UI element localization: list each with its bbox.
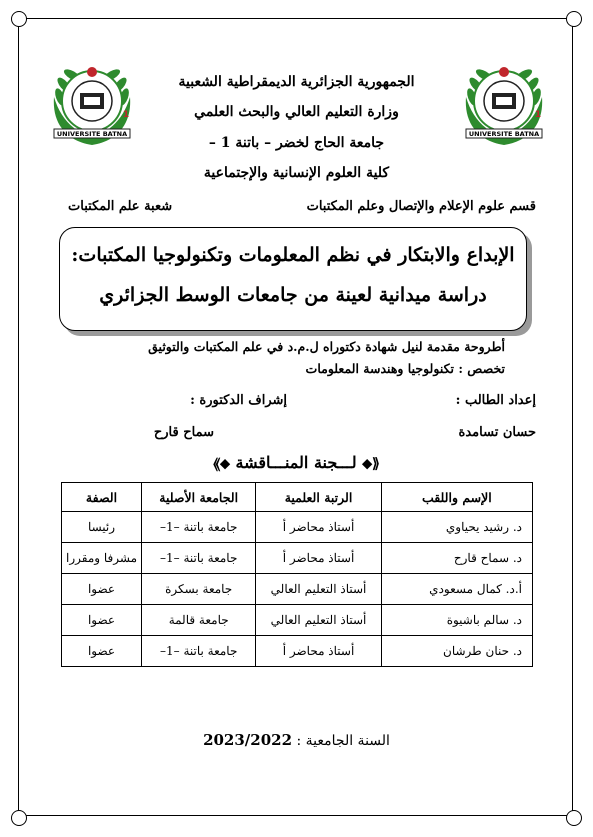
logo-text: UNIVERSITE BATNA [56,130,128,138]
col-header-role: الصفة [62,483,142,512]
thesis-title-line1: الإبداع والابتكار في نظم المعلومات وتكنولوجيا المكتبات: [71,244,515,266]
corner-ornament [11,11,27,27]
jury-table [61,482,533,667]
corner-ornament [566,810,582,826]
university-logo-right [458,57,550,149]
jury-name: د. رشيد يحياوي [381,512,532,543]
jury-role: مشرفا ومقررا [62,543,142,574]
jury-role: عضوا [62,605,142,636]
svg-text:UNIVERSITE BATNA: UNIVERSITE BATNA [468,130,540,138]
col-header-rank: الرتبة العلمية [256,483,381,512]
thesis-note: أطروحة مقدمة لنيل شهادة دكتوراه ل.م.د في علم المكتبات والتوثيق [148,339,505,354]
jury-name: د. حنان طرشان [381,636,532,667]
table-row [62,636,533,667]
jury-name: د. سماح قارح [381,543,532,574]
svg-text:1: 1 [122,110,130,120]
table-row [62,574,533,605]
jury-role: عضوا [62,574,142,605]
academic-year [0,731,593,749]
specialty: تخصص : تكنولوجيا وهندسة المعلومات [305,361,505,376]
jury-rank: أستاذ محاضر أ [256,543,381,574]
supervisor-label: إشراف الدكتورة : [190,393,287,408]
table-row [62,605,533,636]
thesis-title-box [59,227,527,331]
university-logo-left [46,57,138,149]
jury-name: د. سالم باشيوة [381,605,532,636]
committee-title-text: لـــجنة المنـــاقشة [235,453,357,472]
jury-university: جامعة باتنة –1– [142,512,256,543]
col-header-university: الجامعة الأصلية [142,483,256,512]
university-name: جامعة الحاج لخضر – باتنة 1 – [208,135,385,151]
academic-year-label: السنة الجامعية : [296,733,390,749]
supervisor-name: سماح قارح [153,425,214,440]
student-name: حسان تسامدة [458,425,536,440]
corner-ornament [566,11,582,27]
jury-name: أ.د. كمال مسعودي [381,574,532,605]
table-row [62,543,533,574]
jury-rank: أستاذ التعليم العالي [256,605,381,636]
ministry-name: وزارة التعليم العالي والبحث العلمي [194,104,399,120]
faculty-name: كلية العلوم الإنسانية والإجتماعية [203,165,390,181]
committee-title [0,453,593,472]
ornament-icon: ⬥⟫ [213,456,230,472]
table-row [62,512,533,543]
jury-rank: أستاذ التعليم العالي [256,574,381,605]
jury-rank: أستاذ محاضر أ [256,512,381,543]
republic-name: الجمهورية الجزائرية الديمقراطية الشعبية [178,74,415,90]
corner-ornament [11,810,27,826]
jury-role: عضوا [62,636,142,667]
jury-university: جامعة قالمة [142,605,256,636]
jury-university: جامعة باتنة –1– [142,636,256,667]
table-header-row [62,483,533,512]
thesis-title-line2: دراسة ميدانية لعينة من جامعات الوسط الجزائري [99,284,487,306]
department-name: قسم علوم الإعلام والإتصال وعلم المكتبات [306,199,536,214]
jury-university: جامعة باتنة –1– [142,543,256,574]
col-header-name: الإسم واللقب [381,483,532,512]
student-label: إعداد الطالب : [455,393,536,408]
jury-university: جامعة بسكرة [142,574,256,605]
branch-name: شعبة علم المكتبات [68,199,173,214]
jury-rank: أستاذ محاضر أ [256,636,381,667]
ornament-icon: ⟪⬥ [362,456,380,472]
jury-role: رئيسا [62,512,142,543]
academic-year-value: 2023/2022 [203,731,293,749]
svg-text:1: 1 [534,110,542,120]
